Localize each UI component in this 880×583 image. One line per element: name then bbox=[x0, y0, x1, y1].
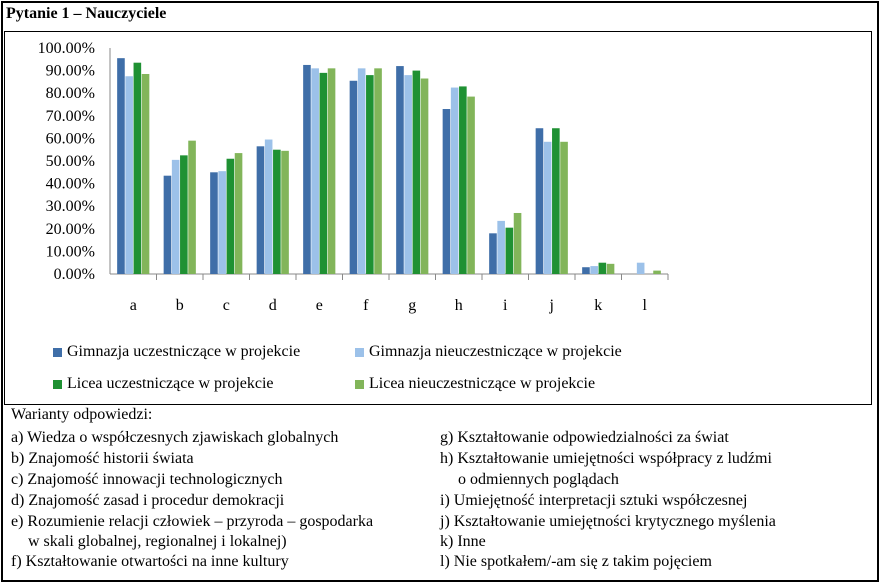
bar-a-series-4 bbox=[142, 74, 150, 274]
legend-label-4: Licea nieuczestniczące w projekcie bbox=[369, 375, 596, 392]
option-d: d) Znajomość zasad i procedur demokracji bbox=[11, 492, 285, 509]
legend-swatch-2 bbox=[355, 348, 364, 357]
bar-e-series-1 bbox=[303, 65, 311, 274]
bar-h-series-4 bbox=[467, 97, 475, 274]
x-tick-label-a: a bbox=[129, 297, 137, 314]
options-heading: Warianty odpowiedzi: bbox=[11, 406, 153, 423]
y-tick-label: 0.00% bbox=[53, 266, 95, 283]
x-tick-label-g: g bbox=[408, 297, 417, 314]
option-k: k) Inne bbox=[440, 533, 486, 550]
y-tick-label: 100.00% bbox=[37, 40, 95, 57]
option-e: e) Rozumienie relacji człowiek – przyroda – gospodarka bbox=[11, 513, 374, 530]
x-tick-label-d: d bbox=[268, 297, 277, 314]
legend-item-4 bbox=[355, 375, 595, 393]
bar-e-series-3 bbox=[320, 73, 328, 274]
bar-b-series-1 bbox=[164, 176, 172, 274]
bar-d-series-1 bbox=[257, 146, 265, 274]
legend-swatch-3 bbox=[53, 380, 62, 389]
bar-g-series-3 bbox=[413, 71, 421, 274]
bar-c-series-1 bbox=[210, 172, 218, 274]
bar-j-series-2 bbox=[544, 142, 552, 274]
bar-d-series-3 bbox=[273, 150, 281, 274]
bar-c-series-2 bbox=[218, 171, 226, 274]
bar-g-series-4 bbox=[421, 79, 429, 274]
bar-b-series-2 bbox=[172, 160, 180, 274]
bar-d-series-2 bbox=[265, 140, 273, 274]
legend-swatch-1 bbox=[53, 348, 62, 357]
bar-e-series-2 bbox=[311, 68, 319, 274]
bar-i-series-2 bbox=[497, 221, 505, 274]
bar-j-series-3 bbox=[552, 128, 560, 274]
bar-k-series-2 bbox=[590, 266, 598, 274]
legend-label-1: Gimnazja uczestniczące w projekcie bbox=[67, 343, 301, 360]
bar-h-series-1 bbox=[443, 109, 451, 274]
y-tick-label: 90.00% bbox=[45, 62, 95, 80]
y-tick-label: 80.00% bbox=[45, 85, 95, 103]
y-tick-label: 20.00% bbox=[45, 220, 95, 238]
bar-f-series-2 bbox=[358, 68, 366, 274]
bar-d-series-4 bbox=[281, 151, 289, 274]
bar-h-series-3 bbox=[459, 86, 467, 274]
bar-f-series-1 bbox=[350, 81, 358, 274]
bar-k-series-3 bbox=[599, 263, 607, 274]
bar-l-series-2 bbox=[637, 263, 645, 274]
bar-a-series-2 bbox=[125, 76, 133, 274]
option-j: j) Kształtowanie umiejętności krytycznego myślenia bbox=[440, 513, 776, 530]
option-b: b) Znajomość historii świata bbox=[11, 450, 194, 467]
x-tick-label-f: f bbox=[363, 297, 369, 314]
bar-a-series-3 bbox=[134, 63, 142, 274]
x-tick-label-e: e bbox=[315, 297, 323, 314]
y-tick-label: 10.00% bbox=[45, 243, 95, 261]
y-tick-label: 50.00% bbox=[45, 153, 95, 170]
y-tick-label: 60.00% bbox=[45, 130, 95, 148]
y-tick-label: 70.00% bbox=[45, 107, 95, 125]
bar-e-series-4 bbox=[328, 68, 336, 274]
bar-f-series-4 bbox=[374, 68, 382, 274]
legend-label-2: Gimnazja nieuczestniczące w projekcie bbox=[369, 343, 622, 360]
bar-i-series-3 bbox=[506, 228, 514, 274]
bar-b-series-4 bbox=[188, 141, 196, 274]
x-tick-label-h: h bbox=[454, 297, 463, 314]
option-h-continued: o odmiennych poglądach bbox=[458, 471, 619, 488]
bar-l-series-4 bbox=[653, 271, 661, 274]
bar-g-series-1 bbox=[396, 66, 404, 274]
option-i: i) Umiejętność interpretacji sztuki współczesnej bbox=[440, 492, 748, 509]
bar-k-series-4 bbox=[607, 264, 615, 274]
option-h: h) Kształtowanie umiejętności współpracy z ludźmi bbox=[440, 450, 772, 467]
option-e-continued: w skali globalnej, regionalnej i lokalnej) bbox=[28, 533, 287, 550]
bar-c-series-4 bbox=[235, 153, 243, 274]
x-tick-label-b: b bbox=[175, 297, 184, 314]
x-tick-label-l: l bbox=[642, 297, 647, 314]
bar-g-series-2 bbox=[404, 75, 412, 274]
x-tick-label-j: j bbox=[549, 297, 554, 314]
bar-h-series-2 bbox=[451, 88, 459, 274]
option-a: a) Wiedza o współczesnych zjawiskach globalnych bbox=[11, 429, 339, 446]
legend-swatch-4 bbox=[355, 380, 364, 389]
legend-item-1 bbox=[53, 343, 300, 361]
bar-b-series-3 bbox=[180, 155, 188, 274]
legend-label-3: Licea uczestniczące w projekcie bbox=[67, 375, 274, 392]
option-f: f) Kształtowanie otwartości na inne kultury bbox=[11, 553, 289, 570]
bar-k-series-1 bbox=[582, 267, 590, 274]
legend-item-2 bbox=[355, 343, 622, 361]
y-tick-label: 40.00% bbox=[45, 175, 95, 193]
bar-i-series-1 bbox=[489, 233, 497, 274]
x-tick-label-i: i bbox=[503, 297, 508, 314]
chart-title: Pytanie 1 – Nauczyciele bbox=[6, 5, 167, 22]
bar-i-series-4 bbox=[514, 213, 522, 274]
option-g: g) Kształtowanie odpowiedzialności za świat bbox=[440, 429, 729, 446]
option-c: c) Znajomość innowacji technologicznych bbox=[11, 471, 283, 488]
bar-j-series-1 bbox=[536, 128, 544, 274]
y-tick-label: 30.00% bbox=[45, 198, 95, 216]
legend-item-3 bbox=[53, 375, 274, 393]
x-tick-label-k: k bbox=[594, 297, 603, 314]
bar-c-series-3 bbox=[227, 159, 235, 274]
option-l: l) Nie spotkałem/-am się z takim pojęciem bbox=[440, 553, 712, 570]
bar-a-series-1 bbox=[117, 58, 125, 274]
bar-j-series-4 bbox=[560, 142, 568, 274]
bar-f-series-3 bbox=[366, 75, 374, 274]
x-tick-label-c: c bbox=[222, 297, 230, 314]
